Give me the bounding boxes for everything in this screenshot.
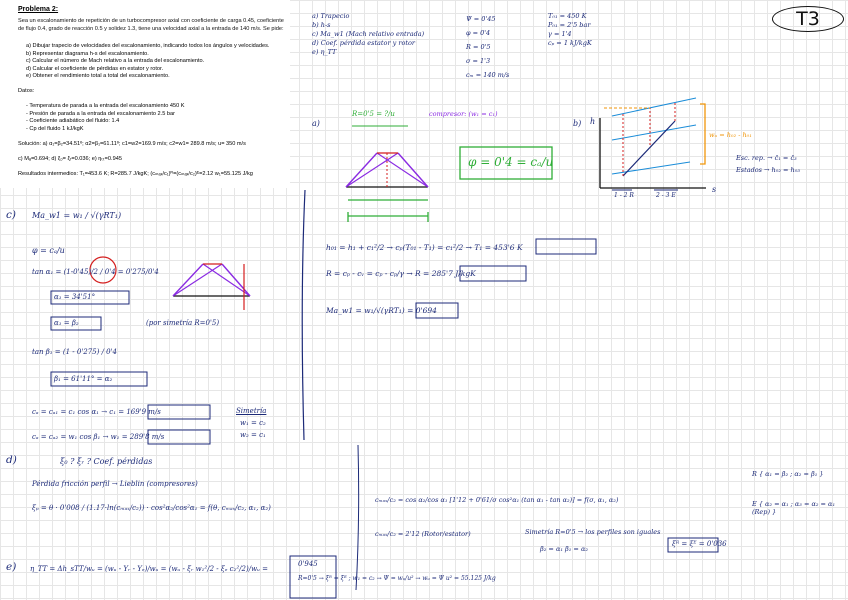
cmax-result: cₘₐₓ/c₂ = 2'12 (Rotor/estator) bbox=[375, 530, 471, 538]
beta1-result: β₁ = 61'11° = α₂ bbox=[54, 375, 113, 383]
compresor-note: compresor: (w₁ = c₁) bbox=[429, 110, 498, 118]
velocity-trapezoid-a bbox=[346, 126, 428, 222]
part-b-label: b) bbox=[573, 119, 582, 128]
rep-stage-note: Esc. rep. → c̄₁ = c̄₃ bbox=[736, 154, 797, 162]
task-item: a) Dibujar trapecio de velocidades del escalonamiento, indicando todos los ángulos y velocidades. bbox=[26, 43, 270, 49]
beta-alpha-relations: β₂ = α₁ β₁ = α₂ bbox=[540, 545, 588, 553]
task-item: c) Calcular el número de Mach relativo a la entrada del escalonamiento. bbox=[26, 58, 205, 65]
loss-question: ξ₀ ? ξᵣ ? Coef. pérdidas bbox=[60, 457, 153, 466]
work-note: wᵤ = h₀₂ - h₀₁ bbox=[709, 131, 752, 139]
symmetry-profiles: Simetría R=0'5 → los perfiles son iguales bbox=[525, 528, 661, 536]
c1-equation: cₐ = cₐ₁ = c₁ cos α₁ → c₁ = 169'9 m/s bbox=[32, 408, 161, 416]
problem-intro: Sea un escalonamiento de repetición de un turbocompresor axial con coeficiente de carga 0.45, coeficiente de flujo 0.4, grado de reacción 0.5 y solidez 1.3, tiene una velocidad axial a la entrada de 140 m/s. Se pide: bbox=[18, 18, 284, 32]
states-note: Estados → h₀₂ = h₀₃ bbox=[736, 166, 800, 174]
given-value: R = 0'5 bbox=[466, 43, 491, 51]
solution-line: Solución: a) α₁=β₂=34.51º; α2=β₁=61.11º; c1=w2=169.9 m/s; c2=w1= 289.8 m/s; u= 350 m/s bbox=[18, 141, 246, 147]
given-value: φ = 0'4 bbox=[466, 29, 491, 37]
dato-item: - Coeficiente adiabático del fluido: 1.4 bbox=[26, 118, 120, 125]
parts-list-item: b) h-s bbox=[312, 21, 331, 29]
problem-title: Problema 2: bbox=[18, 6, 59, 13]
dato-item: - Cp del fluido 1 kJ/kgK bbox=[26, 125, 84, 132]
efficiency-result: 0'945 bbox=[298, 560, 318, 568]
part-c-label: c) bbox=[6, 209, 16, 221]
given-value: σ = 1'3 bbox=[466, 57, 491, 65]
part-a-label: a) bbox=[312, 119, 320, 128]
dato-item: - Temperatura de parada a la entrada del escalonamiento 450 K bbox=[26, 103, 185, 109]
parts-list-item: c) Ma_w1 (Mach relativo entrada) bbox=[312, 30, 425, 38]
divider-line bbox=[302, 190, 305, 440]
mach-result: Ma_w1 = w₁/√(γRT₁) = 0'694 bbox=[326, 306, 437, 315]
h01-equation: h₀₁ = h₁ + c₁²/2 → cₚ(T₀₁ - T₁) = c₁²/2 → T₁ = 453'6 K bbox=[326, 243, 523, 252]
axis-s-label: s bbox=[712, 185, 717, 194]
datos-label: Datos: bbox=[18, 88, 35, 94]
given-value: Ψ = 0'45 bbox=[466, 15, 496, 23]
efficiency-formula: η_TT = Δh_sTT/wᵤ = (wᵤ - Yᵣ - Yₑ)/wᵤ = (wᵤ - ξᵣ w₁²/2 - ξₑ c₂²/2)/wᵤ = bbox=[30, 565, 268, 573]
alpha1-result: α₁ = 34'51° bbox=[54, 293, 96, 301]
divider-line bbox=[356, 445, 359, 590]
given-value: γ = 1'4 bbox=[548, 30, 572, 38]
parts-list-item: d) Coef. pérdida estator y rotor bbox=[312, 39, 416, 47]
tick-rotor: 1 - 2 R bbox=[614, 192, 634, 199]
given-value: cₚ = 1 kJ/kgK bbox=[548, 39, 592, 47]
given-value: cₘ = 140 m/s bbox=[466, 71, 510, 79]
loss-coefficient-result: ξᴿ = ξᴱ = 0'036 bbox=[672, 540, 727, 548]
gas-constant-equation: R = cₚ - cᵥ = cₚ - cₚ/γ → R = 285'7 J/kgK bbox=[326, 269, 476, 278]
solution-line-2: c) Mₐ=0.694; d) ξ₀= ξᵣ=0.036; e) ηₜₜ=0.945 bbox=[18, 156, 122, 162]
intermediate-results: Resultados intermedios: T₁=453.6 K; R=285.7 J/kgK; (cₘₐₓ/c₁)ᴿ=(cₘₐₓ/c₂)ᴱ=2.12 w₁=55.125 J/kg bbox=[18, 171, 253, 177]
phi-def: φ = cₐ/u bbox=[32, 246, 65, 255]
task-item: b) Representar diagrama h-s del escalonamiento. bbox=[26, 50, 149, 57]
given-value: P₀₁ = 2'5 bar bbox=[548, 21, 591, 29]
dato-item: - Presión de parada a la entrada del escalonamiento 2.5 bar bbox=[26, 110, 175, 117]
loss-formula: ξₚ = θ · 0'008 / (1.17·ln(cₘₐₓ/c₂)) · cos²α₂/cos²α₁ = f(θ, cₘₐₓ/c₂, α₁, α₂) bbox=[32, 504, 271, 512]
symmetry-note: (por simetría R=0'5) bbox=[146, 319, 220, 327]
tan-alpha1: tan α₁ = (1-0'45)/2 / 0'4 = 0'275/0'4 bbox=[32, 268, 159, 276]
task-item: e) Obtener el rendimiento total a total del escalonamiento. bbox=[26, 73, 170, 80]
topic-badge: T3 bbox=[772, 6, 844, 32]
tick-stator: 2 - 3 E bbox=[656, 192, 676, 199]
cmax-formula: cₘₐₓ/c₂ = cos α₂/cos α₁ [1'12 + 0'61/σ cos²α₁ (tan α₁ - tan α₂)] = f(σ, α₁, α₂) bbox=[375, 496, 619, 504]
parts-list-item: e) η_TT bbox=[312, 48, 337, 56]
task-item: d) Calcular el coeficiente de pérdidas en estator y rotor. bbox=[26, 65, 164, 72]
hs-diagram bbox=[600, 98, 706, 190]
stator-angles: E { α₂ = α₁ ; α₃ = α₂ = α₁ (Rep) } bbox=[752, 500, 836, 516]
part-d-label: d) bbox=[6, 454, 17, 466]
simetria-label: Simetría bbox=[236, 407, 267, 415]
part-e-label: e) bbox=[6, 561, 17, 573]
w1-equation: cₐ = cₐ₂ = w₁ cos β₁ → w₁ = 289'8 m/s bbox=[32, 433, 165, 441]
rotor-angles: R { α₁ = β₂ ; α₂ = β₁ } bbox=[752, 470, 824, 478]
parts-list-item: a) Trapecio bbox=[312, 12, 350, 20]
sym-w2-c1: w₂ = c₁ bbox=[240, 431, 266, 439]
velocity-trapezoid-c bbox=[173, 264, 250, 310]
phi-equation: φ = 0'4 = cₐ/u bbox=[468, 155, 554, 169]
efficiency-conditions: R=0'5 → ξᴿ = ξᴱ ; w₁ = c₂ → Ψ = wᵤ/u² → wᵤ = Ψ u² = 55.125 J/kg bbox=[298, 575, 496, 582]
given-value: T₀₁ = 450 K bbox=[548, 12, 587, 20]
alpha1-beta2: α₁ = β₂ bbox=[54, 319, 79, 327]
mach-formula: Ma_w1 = w₁ / √(γRT₁) bbox=[32, 211, 122, 220]
reaction-note: R=0'5 = ?/u bbox=[352, 110, 395, 118]
tan-beta1: tan β₁ = (1 - 0'275) / 0'4 bbox=[32, 348, 117, 356]
friction-loss-note: Pérdida fricción perfil → Lieblin (compresores) bbox=[32, 480, 198, 488]
result-box bbox=[536, 239, 596, 254]
axis-h-label: h bbox=[590, 117, 596, 126]
sym-w1-c2: w₁ = c₂ bbox=[240, 419, 266, 427]
